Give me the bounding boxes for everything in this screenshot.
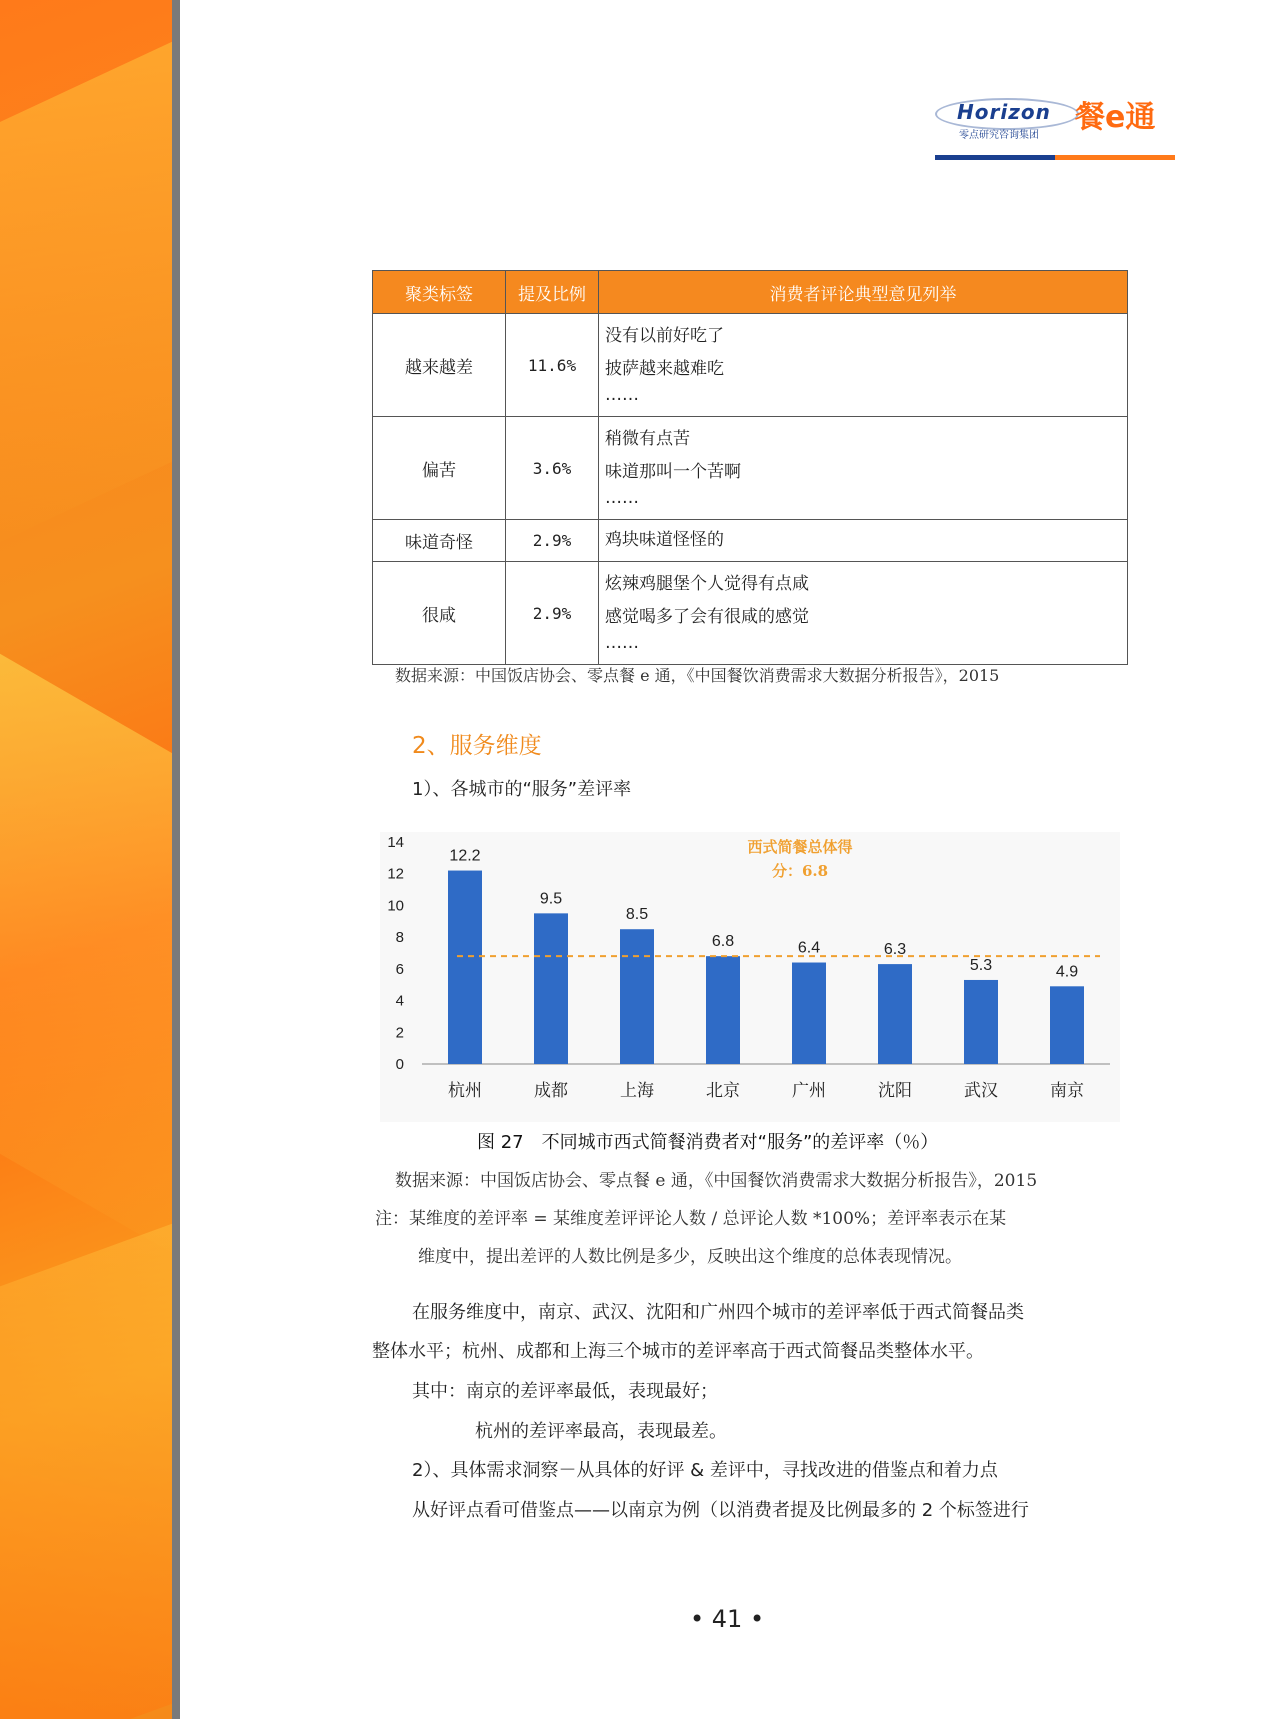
comment-line: 披萨越来越难吃 [605, 359, 724, 379]
bar-value-label: 6.4 [797, 939, 821, 957]
y-tick-label: 14 [387, 834, 404, 851]
paragraph-line: 2）、具体需求洞察－从具体的好评 & 差评中，寻找改进的借鉴点和着力点 [412, 1460, 998, 1481]
comment-ellipsis: …… [605, 633, 639, 653]
table-header-comments: 消费者评论典型意见列举 [599, 271, 1128, 314]
paragraph-line: 从好评点看可借鉴点——以南京为例（以消费者提及比例最多的 2 个标签进行 [412, 1500, 1029, 1521]
bar [620, 929, 654, 1064]
comment-ellipsis: …… [605, 488, 639, 508]
paragraph-line: 杭州的差评率最高，表现最差。 [475, 1421, 727, 1442]
bar [964, 980, 998, 1064]
row-label: 偏苦 [373, 417, 506, 520]
row-label: 味道奇怪 [373, 520, 506, 562]
row-comments [599, 562, 1128, 665]
bar [534, 913, 568, 1064]
bar-value-label: 12.2 [449, 847, 481, 865]
bar-chart-svg [380, 832, 1120, 1122]
bar-chart [380, 832, 1120, 1122]
x-tick-label: 上海 [620, 1081, 654, 1101]
bar-value-label: 9.5 [539, 890, 563, 908]
page-number: • 41 • [690, 1605, 765, 1633]
y-tick-label: 10 [387, 897, 404, 915]
y-tick-label: 4 [395, 992, 404, 1010]
y-tick-label: 2 [395, 1024, 404, 1042]
comment-ellipsis: …… [605, 385, 639, 405]
comment-line: 味道那叫一个苦啊 [605, 462, 741, 482]
row-label: 很咸 [373, 562, 506, 665]
horizon-logo-text: Horizon [957, 100, 1051, 124]
comment-line: 稍微有点苦 [605, 429, 690, 449]
brand-logo-text: 餐e通 [1075, 100, 1156, 135]
horizon-logo-subtitle: 零点研究咨询集团 [959, 130, 1039, 141]
comment-line: 炫辣鸡腿堡个人觉得有点咸 [605, 574, 809, 594]
table-row [373, 562, 1128, 665]
y-tick-label: 0 [395, 1056, 404, 1073]
row-comments [599, 417, 1128, 520]
bar-value-label: 6.8 [711, 933, 735, 951]
decorative-side-band [0, 0, 172, 1719]
comment-line: 感觉喝多了会有很咸的感觉 [605, 607, 809, 627]
table-row [373, 417, 1128, 520]
x-tick-label: 成都 [534, 1081, 568, 1101]
bar [878, 964, 912, 1064]
x-tick-label: 广州 [792, 1081, 826, 1101]
note-line-1: 注：某维度的差评率 = 某维度差评评论人数 / 总评论人数 *100%；差评率表示在某 [375, 1209, 1007, 1229]
side-stripe [172, 0, 180, 1719]
table-header-ratio: 提及比例 [506, 271, 599, 314]
x-tick-label: 杭州 [448, 1081, 482, 1101]
logo-bar-blue [935, 155, 1055, 160]
x-tick-label: 南京 [1050, 1081, 1084, 1101]
bar [1050, 986, 1084, 1064]
row-ratio: 3.6% [506, 417, 599, 520]
table-header-label: 聚类标签 [373, 271, 506, 314]
figure-caption: 图 27 不同城市西式简餐消费者对“服务”的差评率（％） [477, 1132, 939, 1153]
section-heading: 2、服务维度 [412, 733, 542, 759]
table-row [373, 520, 1128, 562]
note-line-2: 维度中，提出差评的人数比例是多少，反映出这个维度的总体表现情况。 [418, 1247, 962, 1267]
paragraph-line: 其中：南京的差评率最低，表现最好； [412, 1381, 718, 1402]
row-comments [599, 520, 1128, 562]
row-label: 越来越差 [373, 314, 506, 417]
x-tick-label: 北京 [706, 1081, 740, 1101]
bar [706, 956, 740, 1064]
row-comments [599, 314, 1128, 417]
section-subheading: 1）、各城市的“服务”差评率 [412, 779, 632, 800]
paragraph-line: 在服务维度中，南京、武汉、沈阳和广州四个城市的差评率低于西式简餐品类 [412, 1302, 1024, 1323]
chart-source: 数据来源：中国饭店协会、零点餐 e 通，《中国餐饮消费需求大数据分析报告》，2015 [395, 1171, 1038, 1191]
row-ratio: 11.6% [506, 314, 599, 417]
paragraph-line: 整体水平；杭州、成都和上海三个城市的差评率高于西式简餐品类整体水平。 [372, 1341, 984, 1362]
bar [448, 871, 482, 1064]
table-source: 数据来源：中国饭店协会、零点餐 e 通，《中国餐饮消费需求大数据分析报告》，2015 [395, 666, 1000, 685]
reference-label: 西式简餐总体得 [747, 838, 853, 856]
row-ratio: 2.9% [506, 520, 599, 562]
table-header-row [373, 271, 1128, 314]
row-ratio: 2.9% [506, 562, 599, 665]
bar-value-label: 4.9 [1055, 963, 1079, 981]
header-logo [935, 92, 1175, 162]
bar-value-label: 5.3 [969, 956, 993, 974]
opinion-table [372, 270, 1128, 665]
bar [792, 963, 826, 1064]
logo-bar-orange [1055, 155, 1175, 160]
y-tick-label: 8 [395, 929, 404, 947]
x-tick-label: 武汉 [964, 1081, 998, 1101]
y-tick-label: 6 [395, 960, 404, 978]
table-row [373, 314, 1128, 417]
reference-label: 分：6.8 [771, 862, 829, 880]
x-tick-label: 沈阳 [878, 1081, 912, 1101]
bar-value-label: 8.5 [625, 906, 649, 924]
comment-line: 鸡块味道怪怪的 [605, 530, 724, 550]
bar-value-label: 6.3 [883, 941, 907, 959]
y-tick-label: 12 [387, 865, 404, 883]
comment-line: 没有以前好吃了 [605, 326, 724, 346]
